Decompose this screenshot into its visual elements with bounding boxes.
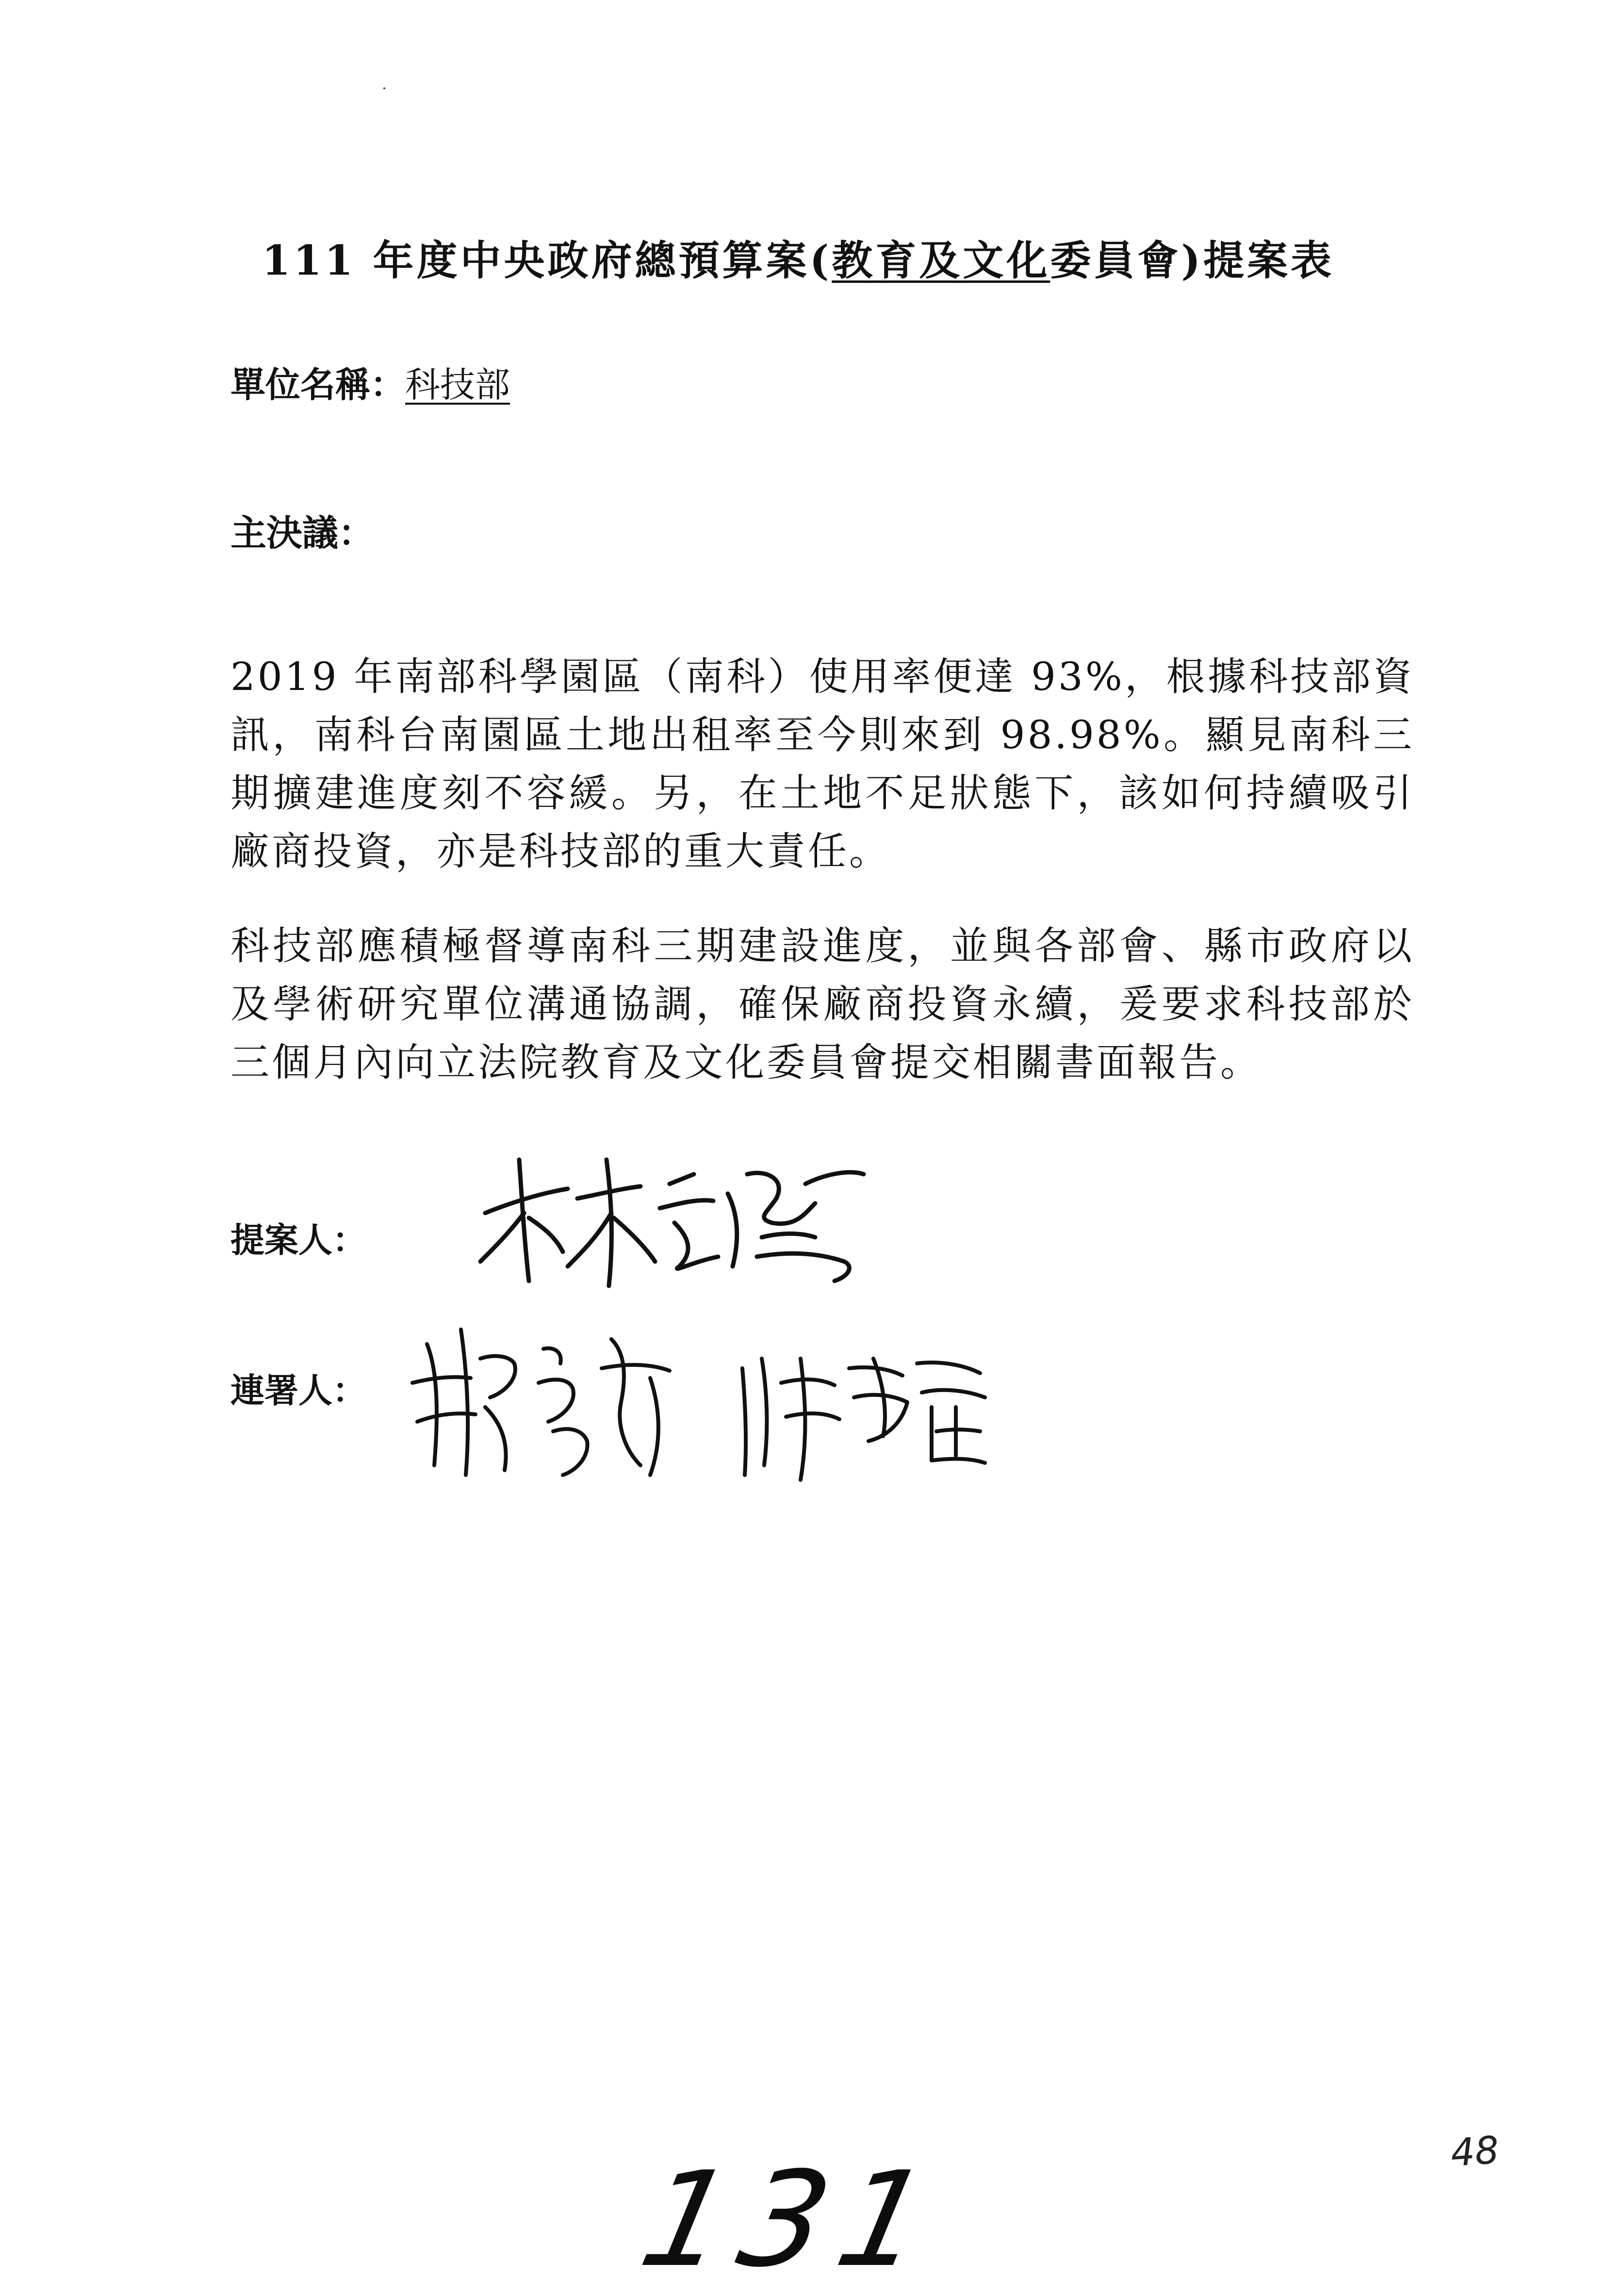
handwritten-number: 131 xyxy=(629,2143,955,2296)
unit-label: 單位名稱： xyxy=(230,364,406,405)
unit-row xyxy=(230,357,510,407)
title-suffix: 委員會)提案表 xyxy=(1050,236,1335,284)
page-number: 48 xyxy=(1449,2128,1501,2176)
scan-speck xyxy=(383,87,385,89)
proposer-signature xyxy=(466,1140,873,1296)
body-paragraph: 科技部應積極督導南科三期建設進度，並與各部會、縣市政府以及學術研究單位溝通協調，確保廠商投資永續，爰要求科技部於三個月內向立法院教育及文化委員會提交相關書面報告。 xyxy=(230,923,1414,1085)
proposer-label: 提案人： xyxy=(230,1220,366,1260)
cosigner-signature xyxy=(398,1310,708,1494)
document-title xyxy=(262,228,1378,287)
body-paragraph: 2019 年南部科學園區（南科）使用率便達 93%，根據科技部資訊，南科台南園區土地出租率至今則來到 98.98%。顯見南科三期擴建進度刻不容緩。另，在土地不足狀態下，該如何持續吸引廠商投資，亦是科技部的重大責任。 xyxy=(230,654,1414,874)
unit-value: 科技部 xyxy=(405,364,510,405)
cosigner-signature xyxy=(728,1339,1000,1485)
decision-heading: 主決議： xyxy=(230,512,374,554)
title-committee: 教育及文化 xyxy=(832,236,1050,284)
title-prefix: 111 年度中央政府總預算案( xyxy=(262,236,832,284)
cosigner-label: 連署人： xyxy=(230,1371,366,1410)
